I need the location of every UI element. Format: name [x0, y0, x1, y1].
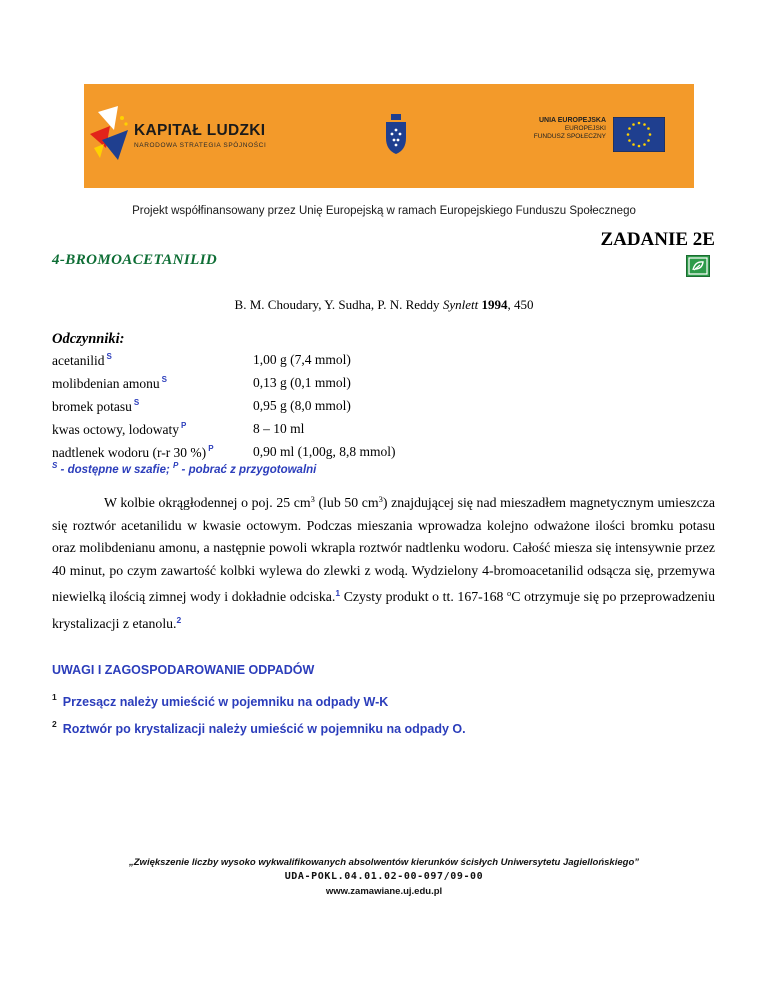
footer-project-code: UDA-POKL.04.01.02-00-097/09-00: [284, 871, 484, 882]
citation-journal: Synlett: [442, 297, 479, 312]
reagent-amount: 8 – 10 ml: [253, 421, 305, 436]
kapital-ludzki-title: KAPITAŁ LUDZKI: [134, 122, 266, 139]
note-item: [52, 692, 388, 709]
legend-s-text: - dostępne w szafie;: [57, 464, 174, 476]
note-number: 2: [52, 719, 57, 729]
reagent-amount: 0,90 ml (1,00g, 8,8 mmol): [253, 444, 396, 459]
polish-crest-icon: [384, 112, 408, 156]
availability-mark: S: [161, 375, 167, 384]
reagent-row: [52, 421, 712, 439]
footer-project-title: „Zwiększenie liczby wysoko wykwalifikowanych absolwentów kierunków ścisłych Uniwersytetu Jagiellońskiego”: [129, 857, 639, 868]
reagent-name: kwas octowy, lodowaty $^P$: [52, 421, 187, 437]
project-funding-line: Projekt współfinansowany przez Unię Europejską w ramach Europejskiego Funduszu Społecznego: [132, 205, 636, 217]
footnote-ref: 1: [335, 588, 341, 598]
reagent-row: [52, 352, 712, 370]
note-text: Przesącz należy umieścić w pojemniku na odpady W-K: [62, 695, 389, 709]
availability-mark: S: [133, 398, 140, 407]
eu-label-line1: UNIA EUROPEJSKA: [538, 117, 606, 124]
citation-authors: B. M. Choudary, Y. Sudha, P. N. Reddy: [234, 297, 443, 312]
kapital-ludzki-subtitle: NARODOWA STRATEGIA SPÓJNOŚCI: [134, 142, 267, 149]
literature-citation: [0, 297, 768, 313]
procedure-text: W kolbie okrągłodennej o poj. 25 $cm^3$ (lub 50 $cm^3$) znajdującej się nad mieszadłem magnetycznym umieszcza się roztwór acetanilidu w kwasie octowym. Podczas mieszania wprowadza kolejno odważone ilości bromku potasu oraz molibdenianu amonu, a następnie powoli wkrapla roztwór nadtlenku wodoru. Całość miesza się intensywnie przez 40 minut, po czym zawartość kolbki wylewa do zlewki z wodą. Wydzielony 4-bromoacetanilid odsącza się, przemywa niewielką ilością zimnej wody i dokładnie odciska.$^1$ Czysty produkt o tt. 167-168 $^o$C otrzymuje się po przeprowadzeniu krystalizacji z etanolu.$^2$: [52, 494, 715, 631]
green-chemistry-icon: [686, 255, 710, 277]
reagents-heading: Odczynniki:: [52, 331, 125, 347]
note-item: [52, 719, 466, 736]
citation-year: 1994: [478, 297, 508, 312]
availability-mark: S: [106, 352, 112, 361]
eu-label-line2: EUROPEJSKI: [564, 125, 606, 133]
kapital-ludzki-logo-icon: [88, 104, 136, 164]
eu-flag-icon: [613, 117, 665, 152]
reagent-name: acetanilid $^S$: [52, 352, 112, 368]
reagent-amount: 1,00 g (7,4 mmol): [253, 352, 351, 367]
note-number: 1: [52, 692, 57, 702]
legend-p-mark: P: [173, 461, 179, 470]
footnote-ref: 2: [176, 614, 182, 625]
note-text: Roztwór po krystalizacji należy umieścić w pojemniku na odpady O.: [62, 722, 466, 736]
availability-legend: [52, 461, 316, 476]
footer-website: www.zamawiane.uj.edu.pl: [325, 886, 443, 897]
reagent-name: molibdenian amonu $^S$: [52, 375, 167, 391]
reagent-amount: 0,95 g (8,0 mmol): [253, 398, 351, 413]
notes-heading: UWAGI I ZAGOSPODAROWANIE ODPADÓW: [52, 663, 315, 677]
citation-pages: , 450: [507, 297, 534, 312]
legend-p-text: - pobrać z przygotowalni: [178, 464, 317, 476]
task-title: ZADANIE 2E: [600, 229, 715, 250]
reagent-amount: 0,13 g (0,1 mmol): [253, 375, 351, 390]
eu-label: [474, 117, 606, 142]
reagent-row: [52, 398, 712, 416]
eu-label-line3: FUNDUSZ SPOŁECZNY: [533, 133, 606, 141]
availability-mark: P: [208, 444, 214, 453]
header-banner: [84, 84, 694, 188]
compound-name: 4-BROMOACETANILID: [52, 252, 218, 268]
reagent-name: bromek potasu $^S$: [52, 398, 140, 414]
reagent-name: nadtlenek wodoru (r-r 30 %) $^P$: [52, 444, 214, 460]
legend-s-mark: S: [52, 461, 58, 470]
reagent-row: [52, 375, 712, 393]
availability-mark: P: [180, 421, 187, 430]
reagent-row: [52, 444, 712, 462]
